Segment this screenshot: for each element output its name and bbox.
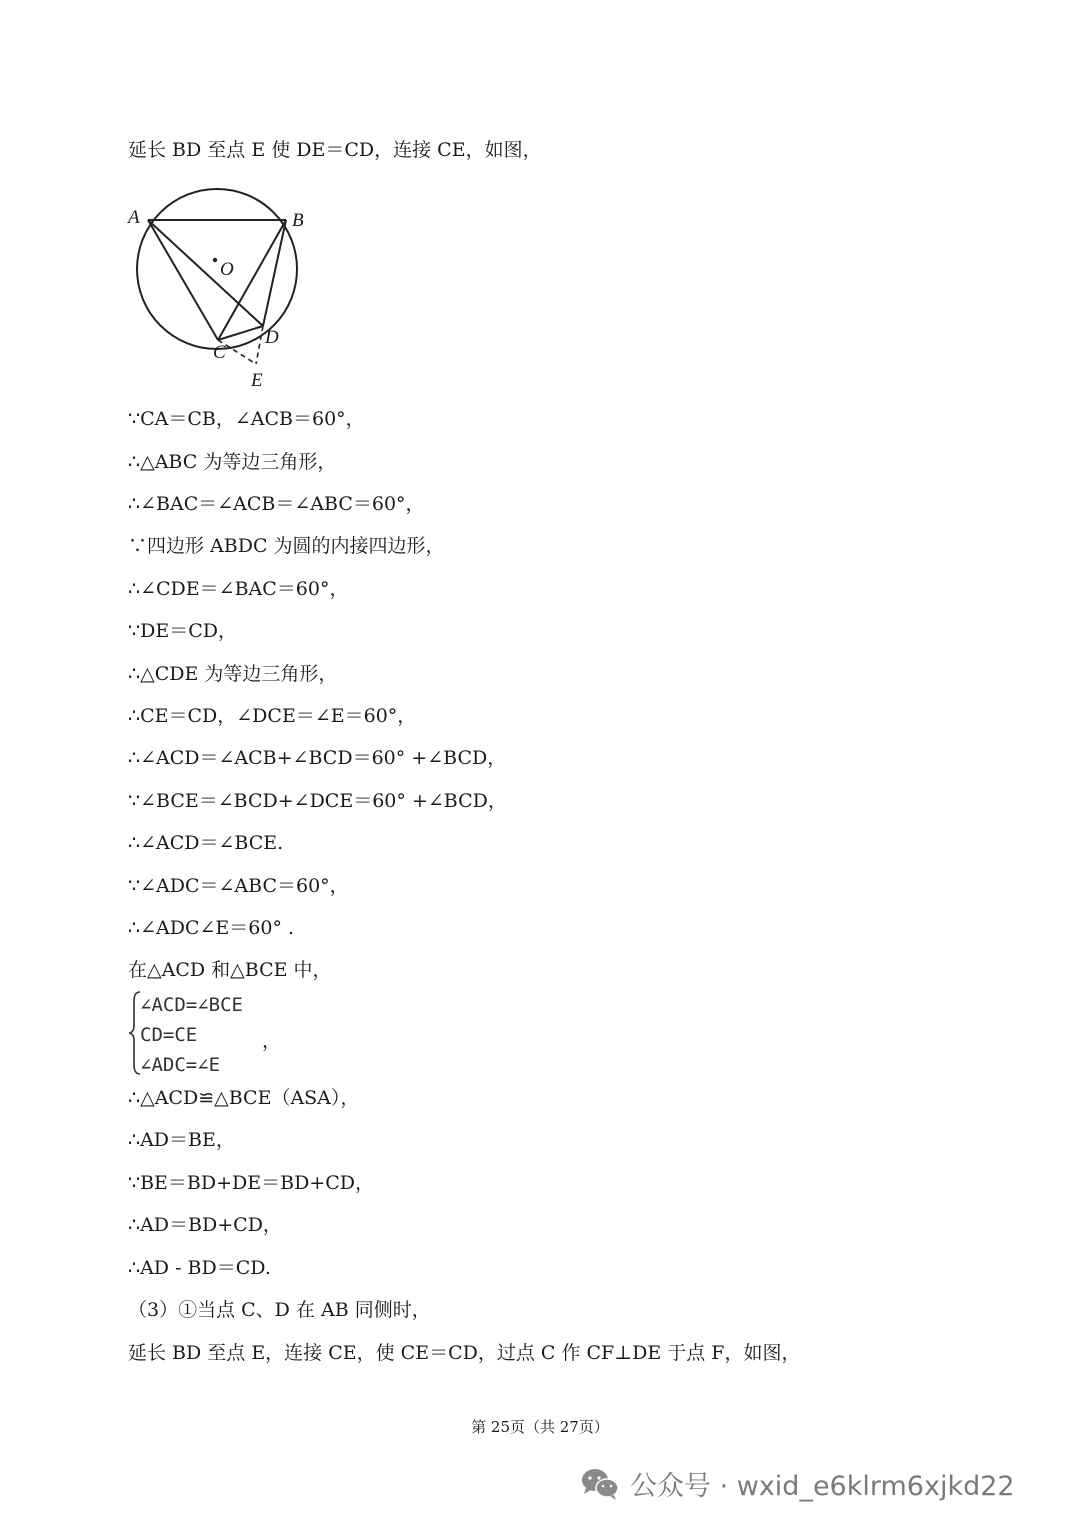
text-line-8: ∴△CDE 为等边三角形， bbox=[128, 663, 338, 685]
text-line-10: ∴∠ACD＝∠ACB+∠BCD＝60° +∠BCD， bbox=[128, 747, 507, 769]
segment-bd bbox=[263, 220, 286, 326]
center-point-o bbox=[213, 258, 217, 262]
system-row-3: ∠ADC=∠E bbox=[140, 1054, 221, 1076]
segment-ad bbox=[148, 220, 263, 326]
watermark bbox=[580, 1464, 1015, 1503]
text-line-17: ∴AD＝BE， bbox=[128, 1129, 235, 1151]
system-row-1: ∠ACD=∠BCE bbox=[140, 994, 243, 1016]
text-line-20: ∴AD - BD＝CD. bbox=[128, 1257, 271, 1279]
text-line-22: 延长 BD 至点 E，连接 CE，使 CE＝CD，过点 C 作 CF⊥DE 于点 F，如图， bbox=[128, 1342, 801, 1364]
text-line-1: 延长 BD 至点 E 使 DE＝CD，连接 CE，如图， bbox=[128, 139, 542, 161]
text-line-6: ∴∠CDE＝∠BAC＝60°， bbox=[128, 578, 349, 600]
equation-system bbox=[128, 990, 288, 1076]
text-line-9: ∴CE＝CD，∠DCE＝∠E＝60°， bbox=[128, 705, 417, 727]
circumcircle bbox=[137, 189, 297, 349]
text-line-15: 在△ACD 和△BCE 中， bbox=[128, 959, 332, 981]
label-o: O bbox=[220, 259, 234, 280]
geometry-figure bbox=[120, 176, 320, 400]
text-line-19: ∴AD＝BD+CD， bbox=[128, 1214, 282, 1236]
label-d: D bbox=[265, 327, 279, 348]
label-e: E bbox=[251, 370, 263, 391]
text-line-11: ∵∠BCE＝∠BCD+∠DCE＝60° +∠BCD， bbox=[128, 790, 507, 812]
label-c: C bbox=[213, 342, 226, 363]
text-line-21: （3）①当点 C、D 在 AB 同侧时， bbox=[128, 1299, 431, 1321]
watermark-text: 公众号 · wxid_e6klrm6xjkd22 bbox=[630, 1471, 1015, 1502]
text-line-18: ∵BE＝BD+DE＝BD+CD， bbox=[128, 1172, 375, 1194]
text-line-12: ∴∠ACD＝∠BCE. bbox=[128, 832, 284, 854]
label-b: B bbox=[292, 210, 304, 231]
system-trailing-comma: ， bbox=[262, 1030, 282, 1052]
text-line-7: ∵DE＝CD， bbox=[128, 620, 237, 642]
circle-diagram bbox=[120, 176, 320, 396]
text-line-4: ∴∠BAC＝∠ACB＝∠ABC＝60°， bbox=[128, 493, 425, 515]
segment-de-dashed bbox=[256, 326, 263, 364]
system-row-2: CD=CE bbox=[140, 1024, 198, 1046]
text-line-2: ∵CA＝CB，∠ACB＝60°， bbox=[128, 408, 365, 430]
text-line-16: ∴△ACD≌△BCE（ASA）， bbox=[128, 1087, 360, 1109]
segment-ac bbox=[148, 220, 218, 340]
text-line-13: ∵∠ADC＝∠ABC＝60°， bbox=[128, 875, 349, 897]
text-line-5: ∵四边形 ABDC 为圆的内接四边形， bbox=[128, 535, 445, 557]
text-line-14: ∴∠ADC∠E＝60° . bbox=[128, 917, 295, 939]
text-line-3: ∴△ABC 为等边三角形， bbox=[128, 451, 337, 473]
wechat-icon bbox=[580, 1467, 620, 1501]
label-a: A bbox=[128, 207, 140, 228]
page-footer: 第 25页（共 27页） bbox=[471, 1418, 609, 1436]
